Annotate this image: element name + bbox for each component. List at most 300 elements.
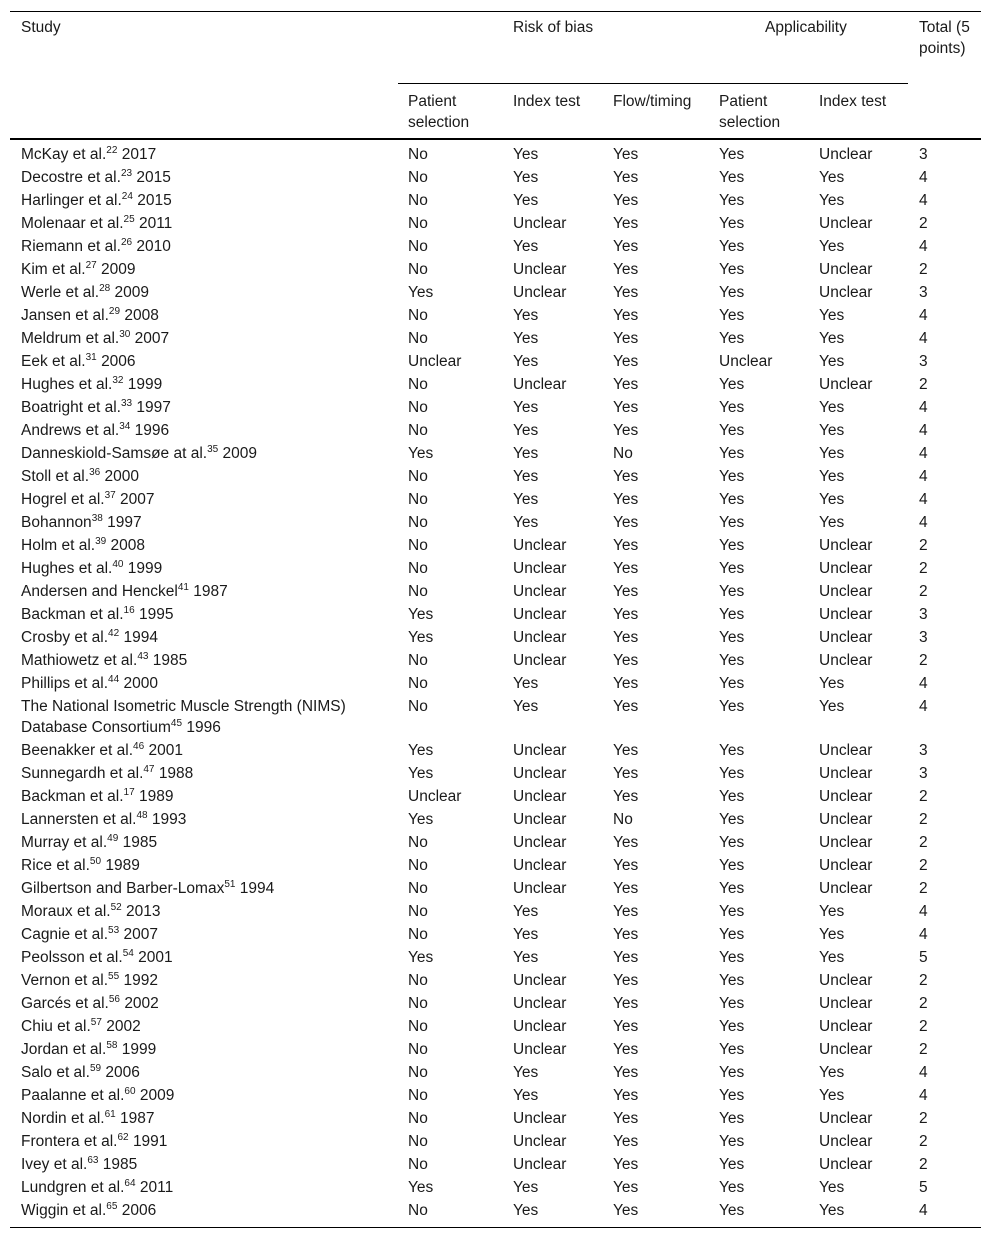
study-year: 2006 xyxy=(101,353,136,370)
risk-index-test-cell: Unclear xyxy=(513,1018,567,1035)
flow-timing-cell: Yes xyxy=(613,307,639,324)
study-author: Lannersten et al. xyxy=(21,811,137,828)
risk-index-test-cell: Unclear xyxy=(513,1041,567,1058)
reference-number: 40 xyxy=(112,559,124,570)
study-cell xyxy=(21,1038,381,1061)
study-year: 2015 xyxy=(136,169,171,186)
table-row xyxy=(10,1015,981,1038)
study-author: The National Isometric Muscle Strength (NIMS) Database Consortium xyxy=(21,698,346,736)
total-score-cell: 2 xyxy=(919,215,928,232)
flow-timing-cell: Yes xyxy=(613,468,639,485)
study-author: Mathiowetz et al. xyxy=(21,652,138,669)
total-score-cell: 4 xyxy=(919,307,928,324)
study-author: Peolsson et al. xyxy=(21,949,123,966)
header-total: Total (5 points) xyxy=(919,19,970,57)
table-row xyxy=(10,831,981,854)
applicability-patient-selection-cell: Yes xyxy=(719,698,745,715)
applicability-patient-selection-cell: Yes xyxy=(719,652,745,669)
table-row xyxy=(10,603,981,626)
reference-number: 63 xyxy=(87,1155,99,1166)
subheader-risk-index-test: Index test xyxy=(513,93,581,110)
risk-patient-selection-cell: No xyxy=(408,972,428,989)
flow-timing-cell: Yes xyxy=(613,192,639,209)
study-author: Moraux et al. xyxy=(21,903,111,920)
study-author: Werle et al. xyxy=(21,284,100,301)
study-year: 1987 xyxy=(193,583,228,600)
risk-index-test-cell: Yes xyxy=(513,1202,539,1219)
risk-patient-selection-cell: No xyxy=(408,834,428,851)
study-year: 1987 xyxy=(120,1110,155,1127)
table-row xyxy=(10,488,981,511)
study-author: Hogrel et al. xyxy=(21,491,105,508)
header-study: Study xyxy=(21,19,61,36)
table-row xyxy=(10,1038,981,1061)
subheader-risk-patient-selection: Patient selection xyxy=(408,93,470,131)
study-year: 2006 xyxy=(121,1202,157,1219)
flow-timing-cell: Yes xyxy=(613,1018,639,1035)
flow-timing-cell: Yes xyxy=(613,1041,639,1058)
total-score-cell: 3 xyxy=(919,765,928,782)
applicability-index-test-cell: Unclear xyxy=(819,537,873,554)
applicability-patient-selection-cell: Yes xyxy=(719,261,745,278)
table-row xyxy=(10,258,981,281)
table-row xyxy=(10,877,981,900)
study-year: 1994 xyxy=(239,880,275,897)
total-score-cell: 4 xyxy=(919,514,928,531)
table-row xyxy=(10,465,981,488)
risk-patient-selection-cell: No xyxy=(408,652,428,669)
study-year: 2000 xyxy=(123,675,158,692)
applicability-index-test-cell: Unclear xyxy=(819,765,873,782)
risk-index-test-cell: Unclear xyxy=(513,834,567,851)
total-score-cell: 4 xyxy=(919,422,928,439)
flow-timing-cell: Yes xyxy=(613,652,639,669)
applicability-patient-selection-cell: Yes xyxy=(719,675,745,692)
study-year: 1988 xyxy=(158,765,194,782)
reference-number: 49 xyxy=(107,833,119,844)
table-row xyxy=(10,923,981,946)
risk-patient-selection-cell: No xyxy=(408,903,428,920)
table-row xyxy=(10,1061,981,1084)
total-score-cell: 4 xyxy=(919,903,928,920)
total-score-cell: 2 xyxy=(919,1156,928,1173)
risk-index-test-cell: Unclear xyxy=(513,537,567,554)
risk-index-test-cell: Unclear xyxy=(513,284,567,301)
reference-number: 42 xyxy=(108,628,120,639)
risk-patient-selection-cell: No xyxy=(408,1087,428,1104)
risk-patient-selection-cell: No xyxy=(408,857,428,874)
study-cell xyxy=(21,557,381,580)
study-year: 1999 xyxy=(121,1041,157,1058)
total-score-cell: 2 xyxy=(919,1041,928,1058)
risk-patient-selection-cell: No xyxy=(408,1041,428,1058)
study-cell xyxy=(21,304,381,327)
applicability-index-test-cell: Unclear xyxy=(819,811,873,828)
study-cell xyxy=(21,900,381,923)
table-row xyxy=(10,695,981,739)
table-row xyxy=(10,672,981,695)
risk-patient-selection-cell: No xyxy=(408,169,428,186)
applicability-patient-selection-cell: Yes xyxy=(719,169,745,186)
risk-patient-selection-cell: Yes xyxy=(408,629,434,646)
study-year: 1999 xyxy=(127,376,163,393)
study-cell xyxy=(21,189,381,212)
risk-patient-selection-cell: No xyxy=(408,468,428,485)
applicability-patient-selection-cell: Yes xyxy=(719,146,745,163)
applicability-index-test-cell: Yes xyxy=(819,926,845,943)
study-year: 1985 xyxy=(152,652,188,669)
study-author: Wiggin et al. xyxy=(21,1202,107,1219)
reference-number: 27 xyxy=(85,260,97,271)
table-row xyxy=(10,900,981,923)
study-cell xyxy=(21,258,381,281)
applicability-index-test-cell: Unclear xyxy=(819,376,873,393)
table-row xyxy=(10,1153,981,1176)
risk-index-test-cell: Yes xyxy=(513,903,539,920)
total-score-cell: 4 xyxy=(919,1087,928,1104)
reference-number: 41 xyxy=(177,582,189,593)
risk-index-test-cell: Yes xyxy=(513,468,539,485)
study-year: 1993 xyxy=(151,811,187,828)
flow-timing-cell: Yes xyxy=(613,788,639,805)
risk-index-test-cell: Unclear xyxy=(513,606,567,623)
study-author: Backman et al. xyxy=(21,788,124,805)
total-score-cell: 2 xyxy=(919,560,928,577)
flow-timing-cell: Yes xyxy=(613,376,639,393)
applicability-index-test-cell: Yes xyxy=(819,1179,845,1196)
reference-number: 46 xyxy=(133,741,145,752)
study-year: 1989 xyxy=(138,788,174,805)
study-year: 1996 xyxy=(186,719,221,736)
study-cell xyxy=(21,1061,381,1084)
study-cell xyxy=(21,696,381,738)
study-year: 1985 xyxy=(122,834,158,851)
flow-timing-cell: Yes xyxy=(613,1064,639,1081)
flow-timing-cell: Yes xyxy=(613,949,639,966)
applicability-index-test-cell: Unclear xyxy=(819,1041,873,1058)
total-score-cell: 4 xyxy=(919,675,928,692)
study-year: 1985 xyxy=(102,1156,138,1173)
flow-timing-cell: Yes xyxy=(613,583,639,600)
risk-patient-selection-cell: No xyxy=(408,261,428,278)
subheader-flow-timing: Flow/timing xyxy=(613,93,692,110)
table-row xyxy=(10,649,981,672)
flow-timing-cell: Yes xyxy=(613,765,639,782)
study-author: Meldrum et al. xyxy=(21,330,120,347)
applicability-patient-selection-cell: Yes xyxy=(719,376,745,393)
study-author: Hughes et al. xyxy=(21,376,113,393)
risk-index-test-cell: Yes xyxy=(513,445,539,462)
applicability-index-test-cell: Unclear xyxy=(819,995,873,1012)
study-cell xyxy=(21,235,381,258)
risk-patient-selection-cell: No xyxy=(408,560,428,577)
total-score-cell: 5 xyxy=(919,1179,928,1196)
study-cell xyxy=(21,1015,381,1038)
study-year: 2006 xyxy=(105,1064,140,1081)
flow-timing-cell: Yes xyxy=(613,422,639,439)
reference-number: 32 xyxy=(112,375,124,386)
applicability-index-test-cell: Unclear xyxy=(819,834,873,851)
study-author: Backman et al. xyxy=(21,606,124,623)
risk-index-test-cell: Unclear xyxy=(513,583,567,600)
applicability-index-test-cell: Yes xyxy=(819,903,845,920)
flow-timing-cell: Yes xyxy=(613,629,639,646)
applicability-index-test-cell: Yes xyxy=(819,698,845,715)
risk-index-test-cell: Yes xyxy=(513,169,539,186)
total-score-cell: 2 xyxy=(919,537,928,554)
total-score-cell: 3 xyxy=(919,353,928,370)
risk-patient-selection-cell: No xyxy=(408,1018,428,1035)
total-score-cell: 3 xyxy=(919,146,928,163)
study-author: Beenakker et al. xyxy=(21,742,134,759)
study-cell xyxy=(21,739,381,762)
risk-index-test-cell: Yes xyxy=(513,1087,539,1104)
flow-timing-cell: Yes xyxy=(613,215,639,232)
risk-index-test-cell: Unclear xyxy=(513,811,567,828)
risk-patient-selection-cell: Yes xyxy=(408,811,434,828)
study-cell xyxy=(21,419,381,442)
study-year: 1999 xyxy=(127,560,163,577)
flow-timing-cell: Yes xyxy=(613,857,639,874)
risk-index-test-cell: Yes xyxy=(513,238,539,255)
total-score-cell: 2 xyxy=(919,1018,928,1035)
flow-timing-cell: Yes xyxy=(613,675,639,692)
applicability-index-test-cell: Yes xyxy=(819,169,845,186)
risk-index-test-cell: Unclear xyxy=(513,1156,567,1173)
flow-timing-cell: Yes xyxy=(613,537,639,554)
reference-number: 57 xyxy=(90,1017,102,1028)
table-row xyxy=(10,189,981,212)
study-cell xyxy=(21,143,381,166)
total-score-cell: 4 xyxy=(919,192,928,209)
reference-number: 23 xyxy=(120,168,133,179)
study-author: Frontera et al. xyxy=(21,1133,118,1150)
reference-number: 58 xyxy=(106,1040,118,1051)
study-author: Salo et al. xyxy=(21,1064,90,1081)
applicability-patient-selection-cell: Yes xyxy=(719,560,745,577)
total-score-cell: 4 xyxy=(919,1202,928,1219)
study-cell xyxy=(21,672,381,695)
flow-timing-cell: No xyxy=(613,445,633,462)
risk-index-test-cell: Unclear xyxy=(513,261,567,278)
total-score-cell: 2 xyxy=(919,834,928,851)
total-score-cell: 4 xyxy=(919,926,928,943)
applicability-index-test-cell: Yes xyxy=(819,491,845,508)
flow-timing-cell: Yes xyxy=(613,399,639,416)
flow-timing-cell: Yes xyxy=(613,834,639,851)
study-year: 2013 xyxy=(126,903,161,920)
study-cell xyxy=(21,350,381,373)
total-score-cell: 2 xyxy=(919,972,928,989)
total-score-cell: 3 xyxy=(919,629,928,646)
study-author: Decostre et al. xyxy=(21,169,121,186)
subheader-applicability-index-test: Index test xyxy=(819,93,887,110)
header-risk-of-bias: Risk of bias xyxy=(513,19,594,36)
applicability-patient-selection-cell: Yes xyxy=(719,1064,745,1081)
applicability-index-test-cell: Unclear xyxy=(819,788,873,805)
reference-number: 36 xyxy=(89,467,101,478)
study-author: Danneskiold-Samsøe at al. xyxy=(21,445,208,462)
risk-index-test-cell: Yes xyxy=(513,353,539,370)
table-row xyxy=(10,373,981,396)
reference-number: 28 xyxy=(99,283,111,294)
study-cell xyxy=(21,854,381,877)
table-row xyxy=(10,1084,981,1107)
total-score-cell: 2 xyxy=(919,1133,928,1150)
reference-number: 37 xyxy=(104,490,116,501)
study-year: 1991 xyxy=(132,1133,168,1150)
applicability-index-test-cell: Yes xyxy=(819,468,845,485)
applicability-index-test-cell: Unclear xyxy=(819,629,873,646)
reference-number: 56 xyxy=(108,994,120,1005)
study-author: Bohannon xyxy=(21,514,92,531)
total-score-cell: 2 xyxy=(919,376,928,393)
reference-number: 52 xyxy=(110,902,122,913)
applicability-index-test-cell: Yes xyxy=(819,330,845,347)
table-row xyxy=(10,143,981,166)
total-score-cell: 4 xyxy=(919,468,928,485)
risk-patient-selection-cell: No xyxy=(408,995,428,1012)
study-author: Molenaar et al. xyxy=(21,215,124,232)
study-year: 2002 xyxy=(124,995,159,1012)
study-cell xyxy=(21,373,381,396)
risk-patient-selection-cell: No xyxy=(408,1156,428,1173)
reference-number: 17 xyxy=(123,787,135,798)
table-row xyxy=(10,946,981,969)
study-cell xyxy=(21,762,381,785)
applicability-index-test-cell: Yes xyxy=(819,307,845,324)
total-score-cell: 4 xyxy=(919,169,928,186)
total-score-cell: 3 xyxy=(919,742,928,759)
risk-patient-selection-cell: No xyxy=(408,926,428,943)
table-row xyxy=(10,304,981,327)
reference-number: 50 xyxy=(89,856,102,867)
total-score-cell: 4 xyxy=(919,1064,928,1081)
applicability-patient-selection-cell: Yes xyxy=(719,972,745,989)
study-author: Holm et al. xyxy=(21,537,96,554)
total-score-cell: 4 xyxy=(919,698,928,715)
applicability-patient-selection-cell: Yes xyxy=(719,1133,745,1150)
study-author: Sunnegardh et al. xyxy=(21,765,144,782)
table-row xyxy=(10,1130,981,1153)
study-author: McKay et al. xyxy=(21,146,107,163)
flow-timing-cell: Yes xyxy=(613,1156,639,1173)
risk-patient-selection-cell: Yes xyxy=(408,949,434,966)
applicability-index-test-cell: Yes xyxy=(819,422,845,439)
table-row xyxy=(10,626,981,649)
risk-index-test-cell: Unclear xyxy=(513,995,567,1012)
total-score-cell: 5 xyxy=(919,949,928,966)
study-author: Boatright et al. xyxy=(21,399,121,416)
study-author: Cagnie et al. xyxy=(21,926,109,943)
total-score-cell: 3 xyxy=(919,606,928,623)
flow-timing-cell: Yes xyxy=(613,606,639,623)
table-row xyxy=(10,327,981,350)
applicability-index-test-cell: Unclear xyxy=(819,880,873,897)
study-cell xyxy=(21,281,381,304)
applicability-patient-selection-cell: Yes xyxy=(719,926,745,943)
study-cell xyxy=(21,534,381,557)
study-cell xyxy=(21,626,381,649)
reference-number: 25 xyxy=(123,214,135,225)
risk-patient-selection-cell: Yes xyxy=(408,1179,434,1196)
risk-patient-selection-cell: No xyxy=(408,698,428,715)
risk-index-test-cell: Unclear xyxy=(513,765,567,782)
applicability-patient-selection-cell: Unclear xyxy=(719,353,773,370)
reference-number: 61 xyxy=(104,1109,116,1120)
applicability-patient-selection-cell: Yes xyxy=(719,514,745,531)
study-year: 2001 xyxy=(148,742,183,759)
risk-index-test-cell: Unclear xyxy=(513,215,567,232)
table-row xyxy=(10,854,981,877)
study-cell xyxy=(21,649,381,672)
study-cell xyxy=(21,1107,381,1130)
risk-patient-selection-cell: No xyxy=(408,1202,428,1219)
table-row xyxy=(10,166,981,189)
risk-patient-selection-cell: Unclear xyxy=(408,353,462,370)
applicability-patient-selection-cell: Yes xyxy=(719,903,745,920)
study-author: Gilbertson and Barber-Lomax xyxy=(21,880,225,897)
study-year: 2015 xyxy=(137,192,172,209)
flow-timing-cell: Yes xyxy=(613,926,639,943)
flow-timing-cell: Yes xyxy=(613,1087,639,1104)
applicability-patient-selection-cell: Yes xyxy=(719,330,745,347)
applicability-patient-selection-cell: Yes xyxy=(719,1156,745,1173)
study-year: 2017 xyxy=(121,146,157,163)
study-author: Paalanne et al. xyxy=(21,1087,125,1104)
study-year: 1997 xyxy=(136,399,171,416)
applicability-patient-selection-cell: Yes xyxy=(719,606,745,623)
applicability-index-test-cell: Unclear xyxy=(819,652,873,669)
reference-number: 45 xyxy=(170,718,183,729)
applicability-patient-selection-cell: Yes xyxy=(719,995,745,1012)
risk-index-test-cell: Unclear xyxy=(513,742,567,759)
total-score-cell: 2 xyxy=(919,880,928,897)
flow-timing-cell: Yes xyxy=(613,261,639,278)
flow-timing-cell: Yes xyxy=(613,1133,639,1150)
applicability-index-test-cell: Unclear xyxy=(819,1133,873,1150)
risk-index-test-cell: Unclear xyxy=(513,629,567,646)
study-year: 1992 xyxy=(123,972,158,989)
applicability-index-test-cell: Unclear xyxy=(819,1156,873,1173)
risk-patient-selection-cell: No xyxy=(408,514,428,531)
study-cell xyxy=(21,1199,381,1222)
reference-number: 44 xyxy=(108,674,120,685)
risk-index-test-cell: Yes xyxy=(513,1179,539,1196)
applicability-patient-selection-cell: Yes xyxy=(719,399,745,416)
risk-patient-selection-cell: No xyxy=(408,583,428,600)
risk-patient-selection-cell: Yes xyxy=(408,742,434,759)
table-row xyxy=(10,419,981,442)
applicability-index-test-cell: Yes xyxy=(819,238,845,255)
study-author: Stoll et al. xyxy=(21,468,90,485)
applicability-patient-selection-cell: Yes xyxy=(719,445,745,462)
table-row xyxy=(10,1199,981,1222)
study-year: 2007 xyxy=(120,491,155,508)
reference-number: 60 xyxy=(124,1086,136,1097)
study-author: Crosby et al. xyxy=(21,629,109,646)
study-year: 1989 xyxy=(105,857,140,874)
risk-patient-selection-cell: No xyxy=(408,307,428,324)
study-author: Eek et al. xyxy=(21,353,86,370)
applicability-patient-selection-cell: Yes xyxy=(719,192,745,209)
applicability-patient-selection-cell: Yes xyxy=(719,1179,745,1196)
table-row xyxy=(10,557,981,580)
study-year: 2009 xyxy=(222,445,258,462)
study-cell xyxy=(21,488,381,511)
risk-patient-selection-cell: No xyxy=(408,192,428,209)
applicability-index-test-cell: Yes xyxy=(819,445,845,462)
